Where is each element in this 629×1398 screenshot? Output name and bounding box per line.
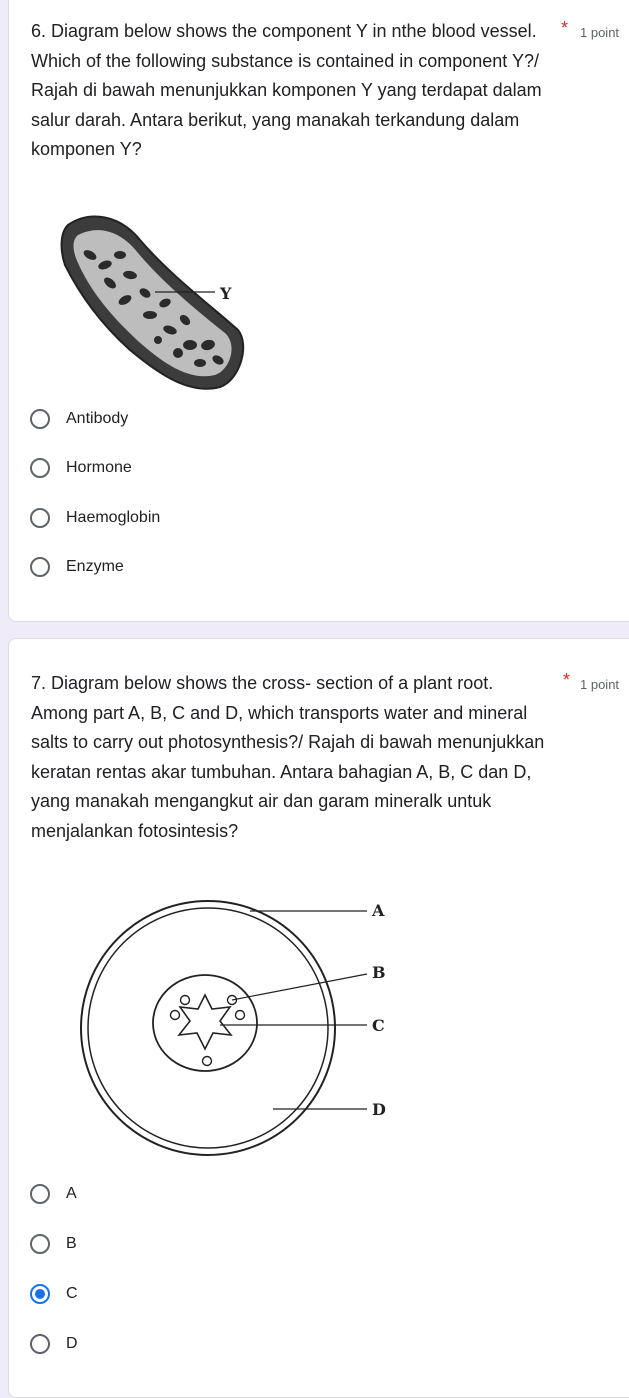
radio-button[interactable]: [30, 508, 50, 528]
radio-button[interactable]: [30, 458, 50, 478]
option-label: Hormone: [66, 459, 132, 476]
radio-button[interactable]: [30, 1234, 50, 1254]
blood-vessel-figure: [60, 205, 250, 395]
option-label: Enzyme: [66, 558, 124, 575]
option-label: A: [66, 1185, 77, 1202]
option-label: Haemoglobin: [66, 509, 161, 526]
option-a[interactable]: [30, 1179, 77, 1209]
option-haemoglobin[interactable]: [30, 503, 160, 533]
radio-button[interactable]: [30, 557, 50, 577]
figure-label-c: C: [372, 1016, 385, 1035]
option-label: C: [66, 1285, 78, 1302]
points-label: 1 point: [580, 677, 620, 692]
option-d[interactable]: [30, 1329, 78, 1359]
required-asterisk: *: [561, 18, 569, 38]
points-label: 1 point: [580, 25, 620, 40]
option-label: Antibody: [66, 410, 129, 427]
question-text: 6. Diagram below shows the component Y in nthe blood vessel. Which of the following substance is contained in component Y?/ Rajah di bawah menunjukkan komponen Y yang terdapat dalam salur darah. Antara berikut, yang manakah terkandung dalam komponen Y?: [31, 21, 542, 159]
option-hormone[interactable]: [30, 453, 132, 483]
question-title: [31, 669, 551, 846]
option-c[interactable]: [30, 1279, 78, 1309]
question-title: [31, 17, 551, 165]
radio-button[interactable]: [30, 1184, 50, 1204]
required-asterisk: *: [563, 670, 571, 690]
plant-root-figure: [75, 895, 405, 1165]
option-b[interactable]: [30, 1229, 77, 1259]
figure-label-d: D: [372, 1100, 386, 1119]
radio-button-selected[interactable]: [30, 1284, 50, 1304]
figure-label-a: A: [372, 901, 385, 920]
question-text: 7. Diagram below shows the cross- section of a plant root. Among part A, B, C and D, which transports water and mineral salts to carry out photosynthesis?/ Rajah di bawah menunjukkan keratan rentas akar tumbuhan. Antara bahagian A, B, C dan D, yang manakah mengangkut air dan garam mineralk untuk menjalankan fotosintesis?: [31, 673, 545, 841]
option-enzyme[interactable]: [30, 552, 124, 582]
figure-label-y: Y: [220, 284, 232, 303]
figure-label-b: B: [372, 963, 386, 982]
option-antibody[interactable]: [30, 404, 128, 434]
option-label: B: [66, 1235, 77, 1252]
radio-button[interactable]: [30, 409, 50, 429]
option-label: D: [66, 1335, 78, 1352]
radio-selected-dot: [35, 1289, 45, 1299]
radio-button[interactable]: [30, 1334, 50, 1354]
